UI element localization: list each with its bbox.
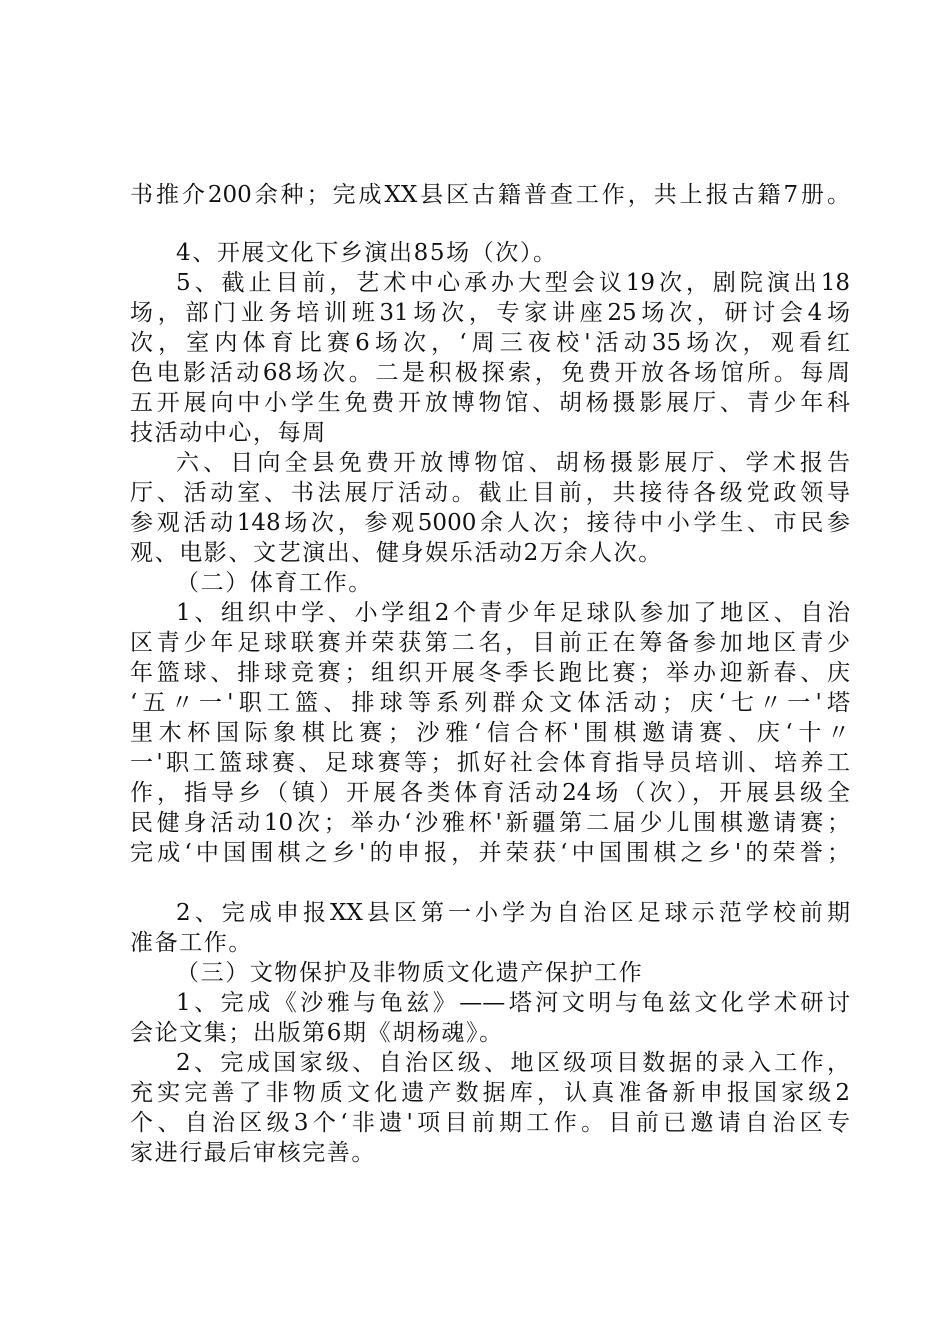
paragraph-line: 作，指导乡（镇）开展各类体育活动24场（次），开展县级全 bbox=[130, 780, 850, 806]
section-heading: （二）体育工作。 bbox=[176, 570, 373, 596]
paragraph-line: 次，室内体育比赛6场次，‘周三夜校'活动35场次，观看红 bbox=[130, 330, 850, 356]
paragraph-line: 家进行最后审核完善。 bbox=[130, 1140, 376, 1166]
paragraph-line: 厅、活动室、书法展厅活动。截止目前，共接待各级党政领导 bbox=[130, 480, 850, 506]
paragraph-line: 六、日向全县免费开放博物馆、胡杨摄影展厅、学术报告 bbox=[176, 450, 850, 476]
paragraph-line: 个、自治区级3个‘非遗'项目前期工作。目前已邀请自治区专 bbox=[130, 1110, 850, 1136]
paragraph-line: ‘五〃一'职工篮、排球等系列群众文体活动；庆‘七〃一'塔 bbox=[130, 690, 850, 716]
paragraph-line: 准备工作。 bbox=[130, 930, 253, 956]
paragraph-line: 年篮球、排球竞赛；组织开展冬季长跑比赛；举办迎新春、庆 bbox=[130, 660, 850, 686]
paragraph-line: 会论文集；出版第6期《胡杨魂》。 bbox=[130, 1020, 504, 1046]
paragraph-line: 5、截止目前，艺术中心承办大型会议19次，剧院演出18 bbox=[176, 270, 850, 296]
paragraph-line: 场，部门业务培训班31场次，专家讲座25场次，研讨会4场 bbox=[130, 300, 850, 326]
paragraph-line: 一'职工篮球赛、足球赛等；抓好社会体育指导员培训、培养工 bbox=[130, 750, 850, 776]
paragraph-line: 参观活动148场次，参观5000余人次；接待中小学生、市民参 bbox=[130, 510, 850, 536]
paragraph-line: 2、完成申报XX县区第一小学为自治区足球示范学校前期 bbox=[176, 900, 850, 926]
paragraph-line: 4、开展文化下乡演出85场（次）。 bbox=[176, 240, 558, 266]
section-heading: （三）文物保护及非物质文化遗产保护工作 bbox=[176, 960, 644, 986]
paragraph-line: 区青少年足球联赛并荣获第二名，目前正在筹备参加地区青少 bbox=[130, 630, 850, 656]
paragraph-line: 书推介200余种；完成XX县区古籍普查工作，共上报古籍7册。 bbox=[130, 182, 850, 208]
paragraph-line: 2、完成国家级、自治区级、地区级项目数据的录入工作， bbox=[176, 1050, 850, 1076]
paragraph-line: 1、完成《沙雅与龟兹》——塔河文明与龟兹文化学术研讨 bbox=[176, 990, 850, 1016]
paragraph-line: 民健身活动10次；举办‘沙雅杯'新疆第二届少儿围棋邀请赛； bbox=[130, 810, 850, 836]
paragraph-line: 里木杯国际象棋比赛；沙雅‘信合杯'围棋邀请赛、庆‘十〃 bbox=[130, 720, 850, 746]
paragraph-line: 观、电影、文艺演出、健身娱乐活动2万余人次。 bbox=[130, 540, 663, 566]
paragraph-line: 1、组织中学、小学组2个青少年足球队参加了地区、自治 bbox=[176, 600, 850, 626]
paragraph-line: 技活动中心，每周 bbox=[130, 420, 327, 446]
paragraph-line: 五开展向中小学生免费开放博物馆、胡杨摄影展厅、青少年科 bbox=[130, 390, 850, 416]
paragraph-line: 完成‘中国围棋之乡'的申报，并荣获‘中国围棋之乡'的荣誉； bbox=[130, 840, 850, 866]
paragraph-line: 充实完善了非物质文化遗产数据库，认真准备新申报国家级2 bbox=[130, 1080, 850, 1106]
paragraph-line: 色电影活动68场次。二是积极探索，免费开放各场馆所。每周 bbox=[130, 360, 850, 386]
